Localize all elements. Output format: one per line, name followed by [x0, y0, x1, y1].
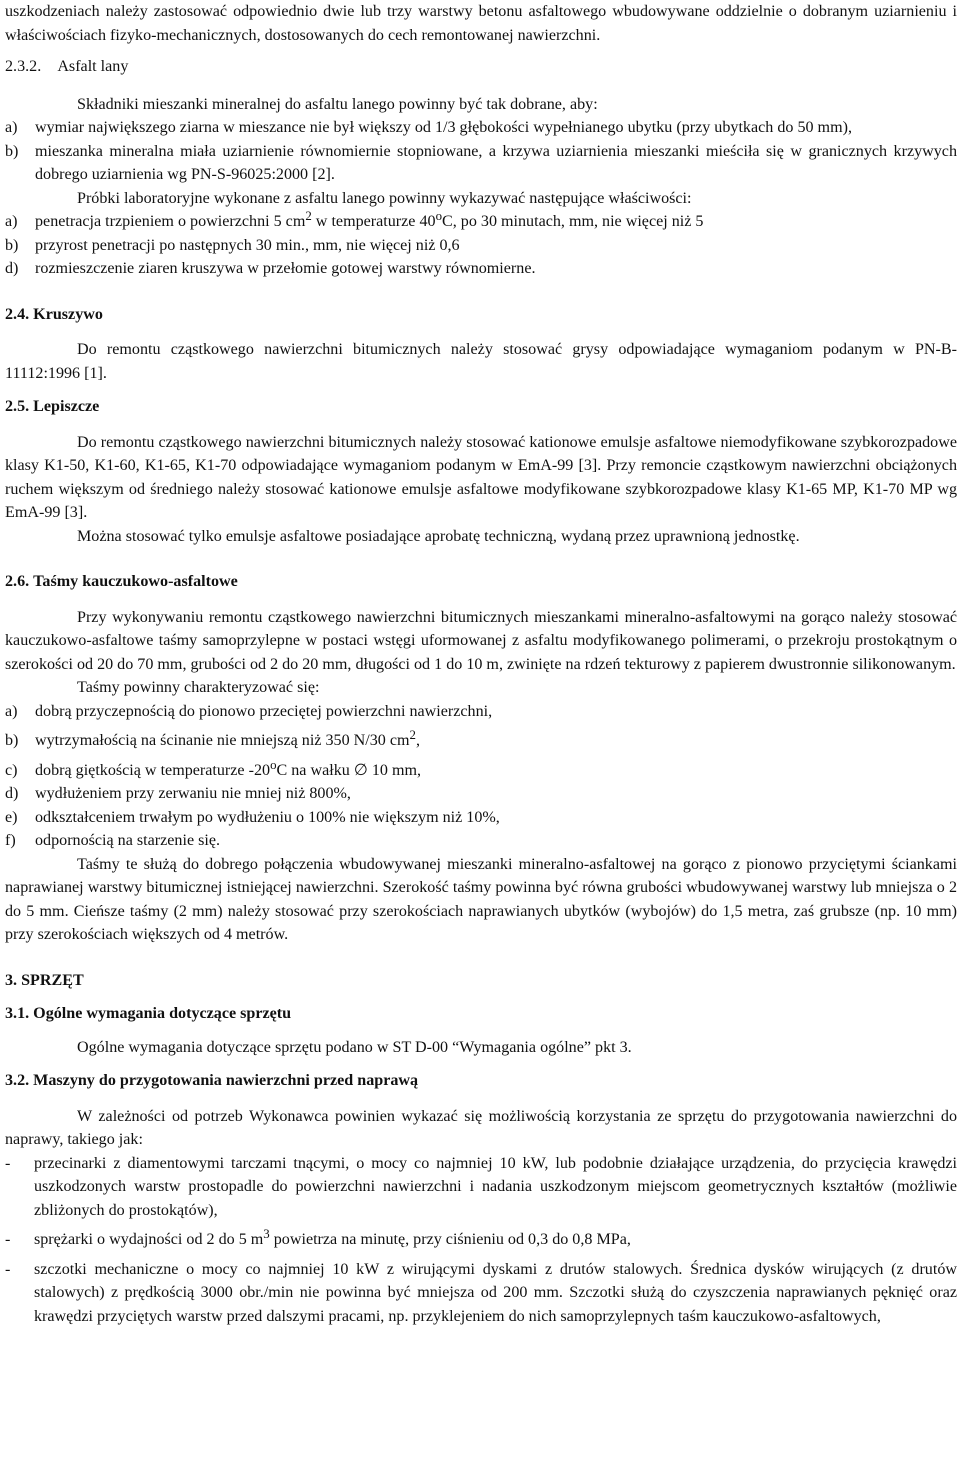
- list-text: wymiar największego ziarna w mieszance nie był większy od 1/3 głębokości wypełnianego ubytku (przy ubytkach do 50 mm),: [35, 119, 852, 136]
- list-label: f): [5, 832, 16, 849]
- list-label: d): [5, 260, 19, 277]
- section-number: 2.4.: [5, 305, 30, 323]
- list-item: [5, 1258, 957, 1329]
- list-label: b): [5, 142, 19, 160]
- list-label: c): [5, 761, 18, 779]
- section-title: Maszyny do przygotowania nawierzchni przed naprawą: [33, 1072, 419, 1089]
- list-dash: -: [5, 1260, 11, 1278]
- list-label: b): [5, 732, 19, 749]
- list-label: a): [5, 213, 18, 230]
- heading-2-4: [5, 303, 957, 327]
- list-item: [5, 806, 957, 830]
- paragraph-tasmy-lead: Taśmy powinny charakteryzować się:: [77, 679, 320, 696]
- paragraph-probki: Próbki laboratoryjne wykonane z asfaltu lanego powinny wykazywać następujące właściwości:: [77, 189, 692, 207]
- list-dash: -: [5, 1231, 11, 1248]
- list-item: [5, 116, 957, 140]
- list-item: [5, 759, 957, 783]
- list-text: dobrą giętkością w temperaturze -20$^o$C na wałku ∅ 10 mm,: [35, 757, 422, 779]
- section-title: Asfalt lany: [57, 58, 129, 75]
- list-text: szczotki mechaniczne o mocy co najmniej 10 kW z wirującymi dyskami z drutów stalowych. Średnica dysków wirujących (z drutów stalowych) z prędkością 3000 obr./min nie powinna być mniejsza od 200 mm. Szczotki służą do czyszczenia naprawianych pęknięć oraz krawędzi przyciętych warstw przed dalszymi pracami, np. przyklejeniem do nich samoprzylepnych taśm kauczukowo-asfaltowych,: [34, 1260, 957, 1325]
- paragraph-maszyny: W zależności od potrzeb Wykonawca powinien wykazać się możliwością korzystania ze sprzętu do przygotowania nawierzchni do naprawy, takiego jak:: [5, 1107, 957, 1148]
- paragraph-tasmy-1: Przy wykonywaniu remontu cząstkowego nawierzchni bitumicznych mieszankami mineralno-asfaltowymi na gorąco należy stosować kauczukowo-asfaltowe taśmy samoprzylepne w postaci wstęgi uformowanej z asfaltu modyfikowanego polimerami, o przekroju prostokątnym o szerokości od 20 do 70 mm, grubości od 2 do 20 mm, długości od 1 do 10 m, zwinięte na rdzeń tekturowy z papierem dwustronnie silikonowanym.: [5, 608, 957, 673]
- section-number: 2.6.: [5, 573, 30, 590]
- section-title: Ogólne wymagania dotyczące sprzętu: [33, 1005, 292, 1022]
- list-item: [5, 782, 957, 806]
- paragraph-sprzet: Ogólne wymagania dotyczące sprzętu podano w ST D-00 “Wymagania ogólne” pkt 3.: [77, 1038, 632, 1056]
- paragraph-tasmy-2: Taśmy te służą do dobrego połączenia wbudowywanej mieszanki mineralno-asfaltowej na gorąco z pionowo przyciętymi ściankami naprawianej warstwy bitumicznej istniejącej nawierzchni. Szerokość taśmy powinna być równa grubości wbudowywanej warstwy lub mniejsza o 2 do 5 mm. Cieńsze taśmy (2 mm) należy stosować przy szerokościach naprawianych ubytków (wybojów) do 1,5 metra, zaś grubsze (np. 10 mm) przy szerokościach większych od 4 metrów.: [5, 855, 957, 943]
- paragraph-lepiszcze-1: Do remontu cząstkowego nawierzchni bitumicznych należy stosować kationowe emulsje asfaltowe niemodyfikowane szybkorozpadowe klasy K1-50, K1-60, K1-65, K1-70 odpowiadające wymaganiom podanym w EmA-99 [3]. Przy remoncie cząstkowym nawierzchni obciążonych ruchem większym od średniego należy stosować kationowe emulsje asfaltowe modyfikowane szybkorozpadowe klasy K1-65 MP, K1-70 MP wg EmA-99 [3].: [5, 433, 957, 521]
- list-text: wydłużeniem przy zerwaniu nie mniej niż 800%,: [35, 785, 351, 802]
- list-text: dobrą przyczepnością do pionowo przeciętej powierzchni nawierzchni,: [35, 702, 493, 720]
- section-number: 3.2.: [5, 1072, 30, 1089]
- list-text: przyrost penetracji po następnych 30 min., mm, nie więcej niż 0,6: [35, 236, 460, 254]
- list-item: [5, 729, 957, 753]
- list-item: [5, 1228, 957, 1252]
- paragraph-skladniki: Składniki mieszanki mineralnej do asfaltu lanego powinny być tak dobrane, aby:: [77, 95, 598, 113]
- list-text: rozmieszczenie ziaren kruszywa w przełomie gotowej warstwy równomierne.: [35, 260, 536, 277]
- paragraph-lepiszcze-2: Można stosować tylko emulsje asfaltowe posiadające aprobatę techniczną, wydaną przez uprawnioną jednostkę.: [77, 527, 800, 545]
- superscript: o: [435, 209, 442, 224]
- heading-2-5: [5, 395, 957, 419]
- section-number: 2.3.2.: [5, 58, 42, 75]
- heading-3-1: [5, 1002, 957, 1026]
- section-title: Taśmy kauczukowo-asfaltowe: [33, 573, 238, 590]
- heading-2-3-2: [5, 55, 957, 79]
- superscript: o: [270, 757, 277, 772]
- list-item: [5, 700, 957, 724]
- document-page: [5, 0, 957, 1328]
- section-number: 3.1.: [5, 1005, 30, 1022]
- superscript: 2: [409, 728, 416, 743]
- intro-paragraph: uszkodzeniach należy zastosować odpowiednio dwie lub trzy warstwy betonu asfaltowego wbudowywane oddzielnie o dobranym uziarnieniu i właściwościach fizyko-mechanicznych, dostosowanych do cech remontowanej nawierzchni.: [5, 3, 957, 44]
- heading-3: 3. SPRZĘT: [5, 971, 84, 989]
- list-item: [5, 257, 957, 281]
- list-label: e): [5, 808, 18, 826]
- list-item: [5, 210, 957, 234]
- section-title: Lepiszcze: [33, 398, 100, 415]
- list-text: penetracja trzpieniem o powierzchni 5 $cm^2$ w temperaturze 40$^o$C, po 30 minutach, mm, nie więcej niż 5: [35, 209, 704, 230]
- list-item: [5, 1152, 957, 1223]
- list-dash: -: [5, 1154, 11, 1172]
- list-text: mieszanka mineralna miała uziarnienie równomiernie stopniowane, a krzywa uziarnienia mieszanki mieściła się w granicznych krzywych dobrego uziarnienia wg PN-S-96025:2000 [2].: [35, 142, 957, 183]
- list-item: [5, 234, 957, 258]
- list-text: przecinarki z diamentowymi tarczami tnącymi, o mocy co najmniej 10 kW, lub podobnie działające urządzenia, do przycięcia krawędzi uszkodzonych warstw prostopadle do powierzchni nawierzchni i nadania uszkodzonym miejscom geometrycznych kształtów (możliwie zbliżonych do prostokątów),: [34, 1154, 957, 1219]
- section-number: 2.5.: [5, 398, 30, 415]
- section-title: Kruszywo: [33, 305, 103, 323]
- paragraph-kruszywo: Do remontu cząstkowego nawierzchni bitumicznych należy stosować grysy odpowiadające wymaganiom podanym w PN-B-11112:1996 [1].: [5, 341, 957, 382]
- superscript: 3: [263, 1227, 270, 1242]
- list-text: sprężarki o wydajności od 2 do 5 $m^3$ powietrza na minutę, przy ciśnieniu od 0,3 do 0,8 MPa,: [34, 1227, 631, 1248]
- list-text: odkształceniem trwałym po wydłużeniu o 100% nie większym niż 10%,: [35, 808, 500, 826]
- list-label: b): [5, 236, 19, 254]
- list-label: d): [5, 785, 19, 802]
- list-label: a): [5, 702, 18, 720]
- diameter-symbol: ∅: [353, 761, 368, 779]
- superscript: 2: [305, 209, 312, 224]
- list-item: [5, 829, 957, 853]
- heading-3-2: [5, 1069, 957, 1093]
- list-text: odpornością na starzenie się.: [35, 832, 221, 849]
- list-label: a): [5, 119, 18, 136]
- list-text: wytrzymałością na ścinanie nie mniejszą niż 350 N/30 $cm^2$,: [35, 728, 420, 749]
- heading-2-6: [5, 570, 957, 594]
- list-item: [5, 140, 957, 187]
